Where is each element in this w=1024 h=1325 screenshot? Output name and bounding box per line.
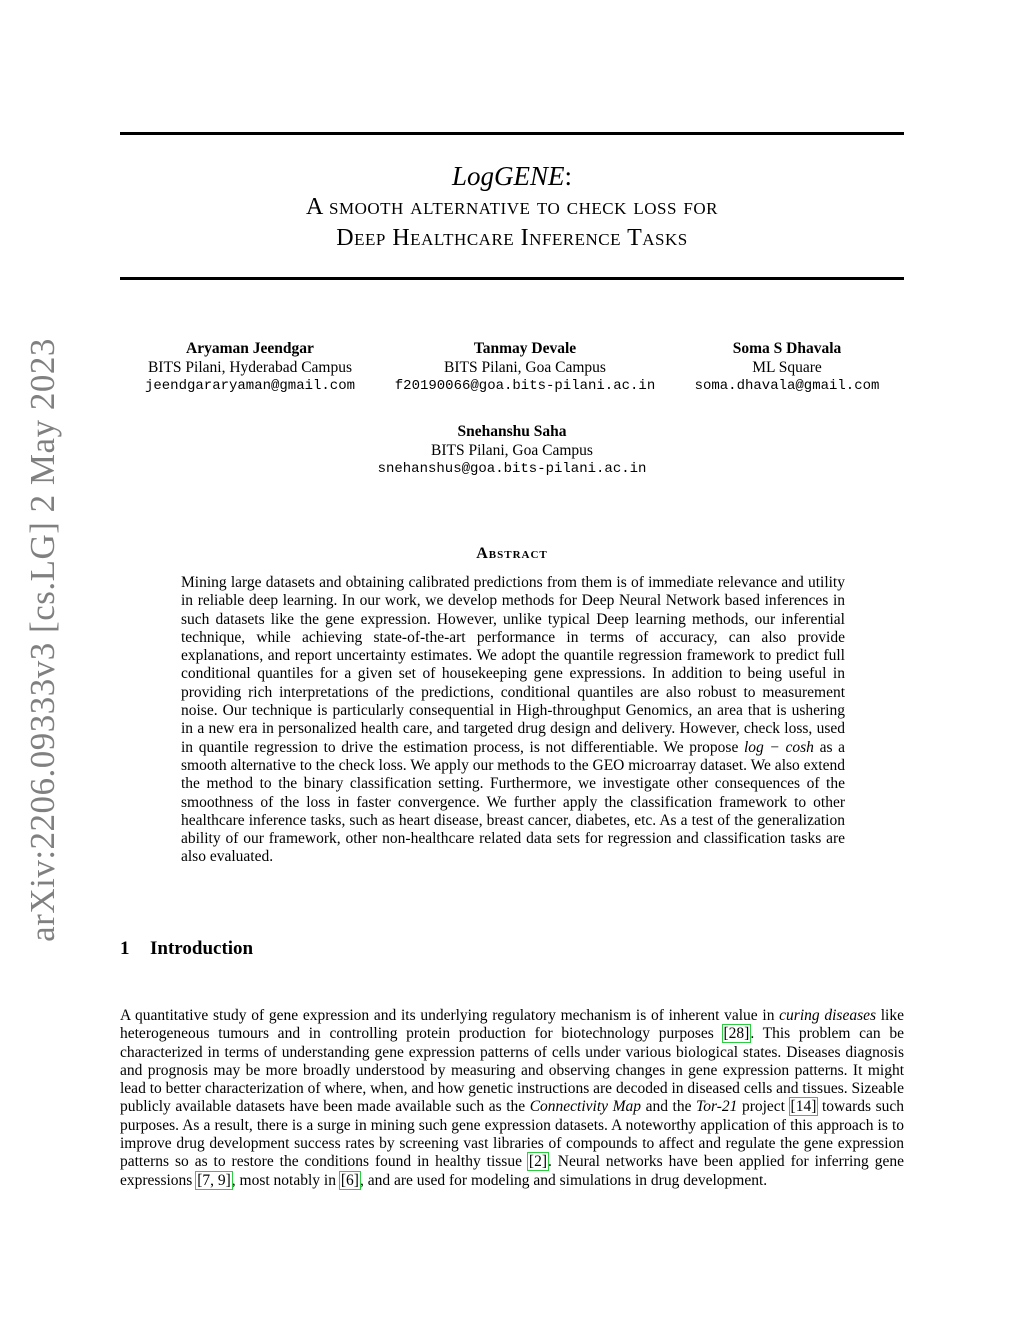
author-email[interactable]: f20190066@goa.bits-pilani.ac.in <box>394 378 656 394</box>
text-run: . This problem can be characterized in terms of understanding gene expression patterns of cells under various biological states. Diseases diagnosis and prognosis may be more broadly understood by measuring and observing changes in gene expression patterns. It might lead to better characterization of where, when, and how genetic instructions are decoded in diseased cells and tissues. Sizeable publicly available datasets have been made available such as the <box>120 1025 904 1116</box>
author-name: Soma S Dhavala <box>732 340 842 357</box>
arxiv-stamp: arXiv:2206.09333v3 [cs.LG] 2 May 2023 <box>23 338 62 942</box>
emphasis: Connectivity Map <box>529 1098 642 1116</box>
citation-link[interactable]: [7, 9] <box>197 1171 231 1189</box>
citation-link[interactable]: [2] <box>528 1153 547 1171</box>
author-email[interactable]: snehanshus@goa.bits-pilani.ac.in <box>377 461 647 477</box>
citation-link[interactable]: [28] <box>723 1025 750 1043</box>
text-run: and the <box>645 1098 692 1116</box>
author-affiliation: BITS Pilani, Goa Campus <box>444 358 606 376</box>
text-run: like heterogeneous tumours and in controlling protein production for biotechnology purposes <box>120 1007 904 1043</box>
author-block-2 <box>395 340 655 396</box>
author-block-4 <box>378 423 647 479</box>
citation-link[interactable]: [14] <box>790 1098 817 1116</box>
intro-paragraph <box>120 1007 904 1190</box>
author-affiliation: ML Square <box>752 358 822 376</box>
title-top-rule <box>120 132 904 135</box>
citation-link[interactable]: [6] <box>340 1171 359 1189</box>
author-name: Aryaman Jeendgar <box>186 340 314 357</box>
author-email[interactable]: jeendgararyaman@gmail.com <box>144 378 356 394</box>
math-inline: log − cosh <box>743 738 814 756</box>
abstract-heading: Abstract <box>476 545 548 562</box>
paper-title <box>120 160 904 254</box>
title-main: LogGENE <box>451 161 565 191</box>
title-line2: A smooth alternative to check loss for <box>306 194 718 220</box>
emphasis: curing diseases <box>779 1007 877 1024</box>
text-run: . Neural networks have been applied for inferring gene expressions <box>120 1153 905 1189</box>
author-affiliation: BITS Pilani, Hyderabad Campus <box>147 358 353 376</box>
author-block-3 <box>695 340 880 396</box>
author-block-1 <box>145 340 355 396</box>
abstract-text <box>181 574 845 867</box>
abstract-part: Mining large datasets and obtaining calibrated predictions from them is of immediate relevance and utility in reliable deep learning. In our work, we develop methods for Deep Neural Network based inferences in such datasets like the gene expression. However, unlike typical Deep learning methods, our inferential technique, while achieving state-of-the-art performance in terms of accuracy, can also provide explanations, and report uncertainty estimates. We adopt the quantile regression framework to predict full conditional quantiles for a given set of housekeeping gene expressions. In addition to being useful in providing rich interpretations of the predictions, conditional quantiles are also robust to measurement noise. Our technique is particularly consequential in High-throughput Genomics, an area that is ushering in a new era in personalized health care, and targeted drug design and delivery. However, check loss, used in quantile regression to drive the estimation process, is not differentiable. We propose <box>181 574 845 756</box>
text-run: , most notably in <box>231 1171 336 1189</box>
title-main-colon: : <box>564 161 573 191</box>
section-title: Introduction <box>150 938 254 959</box>
author-name: Tanmay Devale <box>473 340 577 357</box>
abstract-part: as a smooth alternative to the check loss. We apply our methods to the GEO microarray dataset. We also extend the method to the binary classification setting. Furthermore, we investigate other consequences of the smoothness of the loss in faster convergence. We further apply the classification framework to other healthcare inference tasks, such as heart disease, breast cancer, diabetes, etc. As a test of the generalization ability of our framework, other non-healthcare related data sets for regression and classification tasks are also evaluated. <box>181 738 846 866</box>
title-line3: Deep Healthcare Inference Tasks <box>336 225 688 251</box>
text-run: project <box>741 1098 785 1116</box>
author-email[interactable]: soma.dhavala@gmail.com <box>694 378 880 394</box>
text-run: , and are used for modeling and simulations in drug development. <box>359 1171 768 1189</box>
emphasis: Tor-21 <box>696 1098 738 1116</box>
text-run: towards such purposes. As a result, there is a surge in mining such gene expression datasets. A noteworthy application of this approach is to improve drug development success rates by screening vast libraries of compounds to affect and regulate the gene expression patterns so as to restore the conditions found in healthy tissue <box>120 1098 904 1171</box>
title-bottom-rule <box>120 277 904 280</box>
author-name: Snehanshu Saha <box>457 423 567 440</box>
author-affiliation: BITS Pilani, Goa Campus <box>431 441 593 459</box>
text-run: A quantitative study of gene expression and its underlying regulatory mechanism is of inherent value in <box>120 1007 775 1024</box>
section-number: 1 <box>120 938 130 959</box>
section-heading <box>120 938 253 960</box>
